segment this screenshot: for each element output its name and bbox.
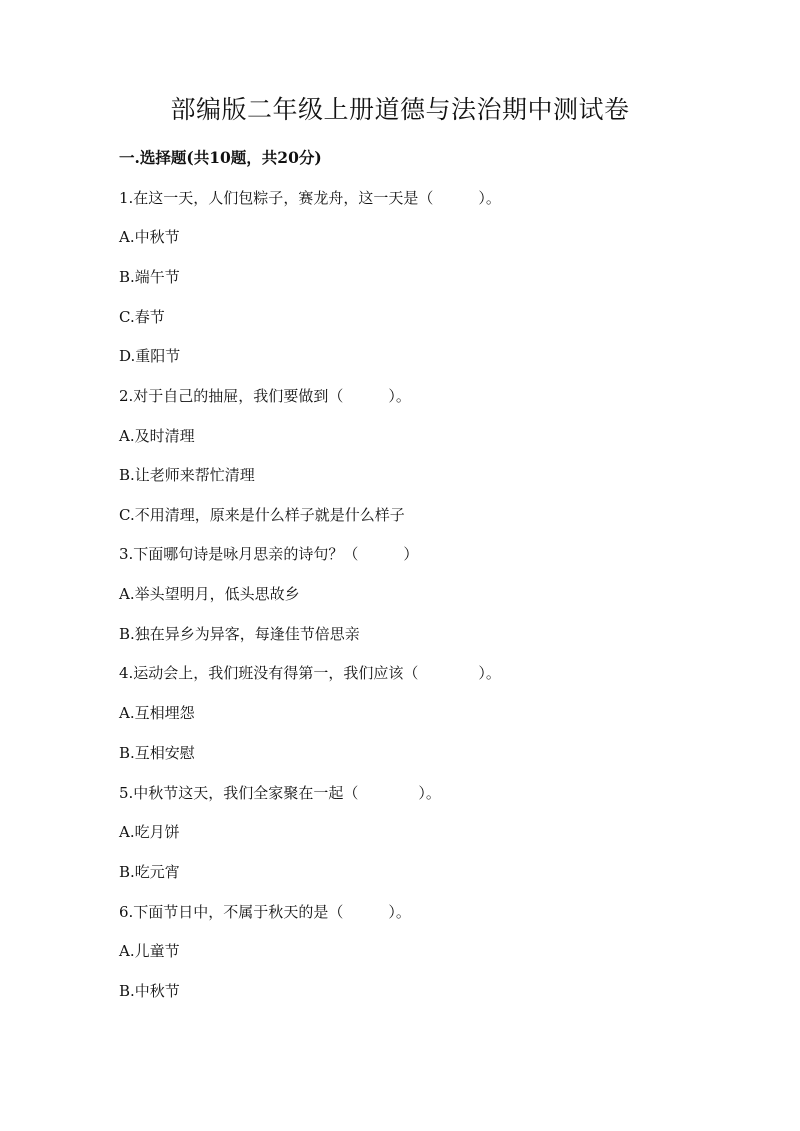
question-6-option-b: B.中秋节 [119, 982, 180, 1000]
question-3-option-b: B.独在异乡为异客，每逢佳节倍思亲 [119, 625, 360, 643]
question-3-stem: 3.下面哪句诗是咏月思亲的诗句？（ ） [119, 545, 419, 563]
question-1-option-d: D.重阳节 [119, 347, 181, 365]
question-3-option-a: A.举头望明月，低头思故乡 [119, 585, 300, 603]
question-1-option-b: B.端午节 [119, 268, 180, 286]
question-2-option-c: C.不用清理，原来是什么样子就是什么样子 [119, 506, 405, 524]
question-6-stem: 6.下面节日中，不属于秋天的是（ ）。 [119, 903, 411, 921]
question-2-stem: 2.对于自己的抽屉，我们要做到（ ）。 [119, 387, 411, 405]
section-heading: 一.选择题(共10题，共20分) [119, 148, 322, 167]
question-5-stem: 5.中秋节这天，我们全家聚在一起（ ）。 [119, 784, 441, 802]
page-title: 部编版二年级上册道德与法治期中测试卷 [170, 95, 630, 124]
question-1-option-a: A.中秋节 [119, 228, 180, 246]
question-2-option-a: A.及时清理 [119, 427, 195, 445]
question-6-option-a: A.儿童节 [119, 942, 180, 960]
question-1-stem: 1.在这一天，人们包粽子，赛龙舟，这一天是（ ）。 [119, 189, 501, 207]
question-4-option-a: A.互相埋怨 [119, 704, 195, 722]
question-1-option-c: C.春节 [119, 308, 165, 326]
question-5-option-b: B.吃元宵 [119, 863, 180, 881]
question-2-option-b: B.让老师来帮忙清理 [119, 466, 255, 484]
question-5-option-a: A.吃月饼 [119, 823, 180, 841]
question-4-option-b: B.互相安慰 [119, 744, 195, 762]
question-4-stem: 4.运动会上，我们班没有得第一，我们应该（ ）。 [119, 664, 501, 682]
